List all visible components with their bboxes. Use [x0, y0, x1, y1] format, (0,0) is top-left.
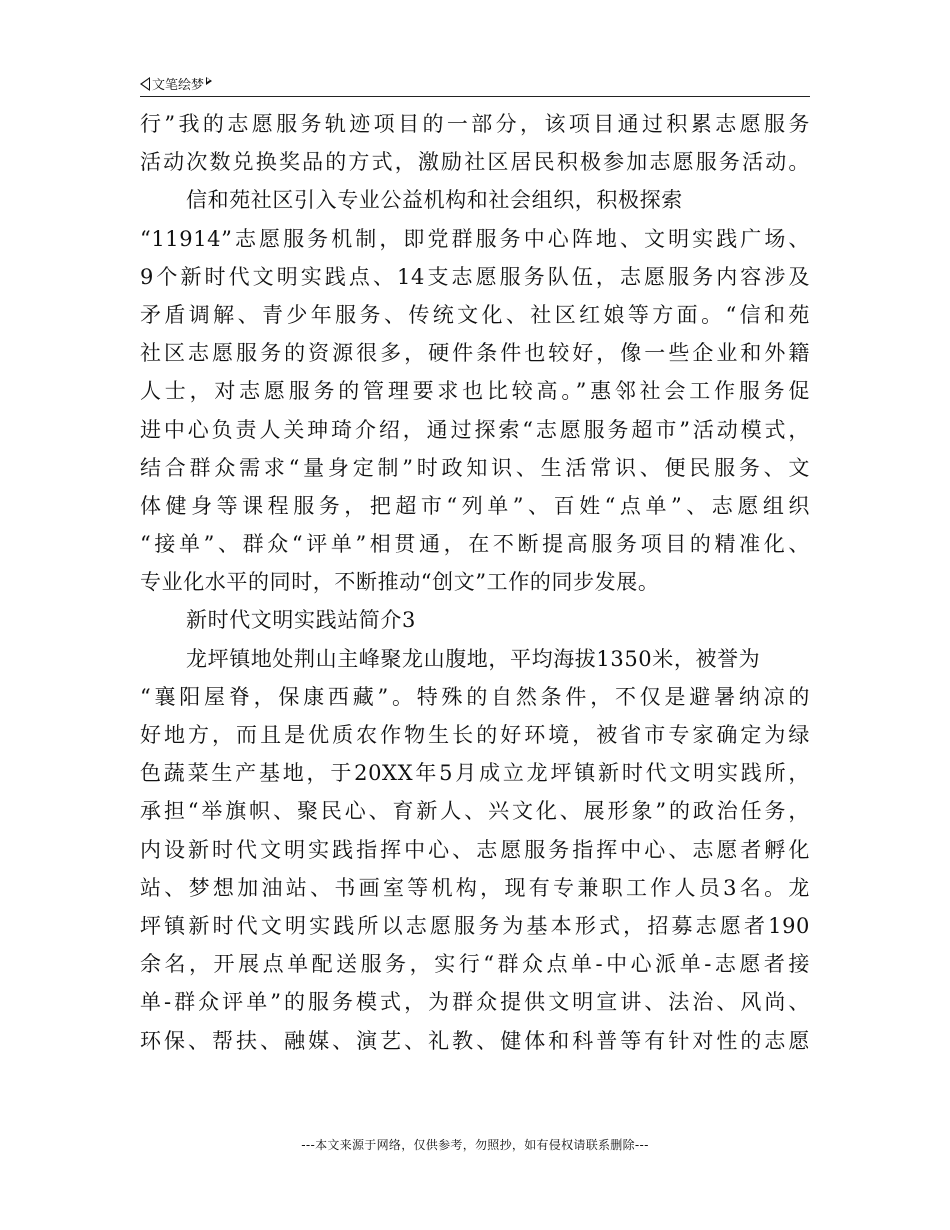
text-line: “襄阳屋脊，保康西藏”。特殊的自然条件，不仅是避暑纳凉的: [140, 684, 810, 709]
header-brand: [140, 74, 212, 93]
text-line: 龙坪镇地处荆山主峰聚龙山腹地，平均海拔1350米，被誉为: [186, 646, 761, 671]
brand-text: 文笔绘梦: [152, 78, 205, 93]
text-line: 体健身等课程服务，把超市“列单”、百姓“点单”、志愿组织: [140, 493, 810, 518]
text-line: “11914”志愿服务机制，即党群服务中心阵地、文明实践广场、: [140, 226, 810, 251]
text-line: 矛盾调解、青少年服务、传统文化、社区红娘等方面。“信和苑: [140, 302, 810, 327]
text-line: 环保、帮扶、融媒、演艺、礼教、健体和科普等有针对性的志愿: [140, 1028, 810, 1053]
footer-notice: ---本文来源于网络，仅供参考，勿照抄，如有侵权请联系删除---: [301, 1138, 649, 1152]
triangle-right-icon: [206, 77, 212, 85]
text-line: 单-群众评单”的服务模式，为群众提供文明宣讲、法治、风尚、: [140, 990, 810, 1015]
text-line: 社区志愿服务的资源很多，硬件条件也较好，像一些企业和外籍: [140, 341, 810, 366]
text-line: 好地方，而且是优质农作物生长的好环境，被省市专家确定为绿: [140, 723, 810, 747]
triangle-left-icon: [140, 77, 150, 91]
text-line: 9个新时代文明实践点、14支志愿服务队伍，志愿服务内容涉及: [140, 264, 810, 289]
text-line: 进中心负责人关珅琦介绍，通过探索“志愿服务超市”活动模式，: [140, 417, 810, 442]
text-line: 信和苑社区引入专业公益机构和社会组织，积极探索: [186, 188, 683, 213]
text-line: 行”我的志愿服务轨迹项目的一部分，该项目通过积累志愿服务: [140, 112, 810, 136]
text-line: 结合群众需求“量身定制”时政知识、生活常识、便民服务、文: [140, 455, 810, 480]
text-line: 余名，开展点单配送服务，实行“群众点单-中心派单-志愿者接: [140, 952, 810, 977]
text-line: 承担“举旗帜、聚民心、育新人、兴文化、展形象”的政治任务，: [140, 799, 810, 824]
text-line: “接单”、群众“评单”相贯通，在不断提高服务项目的精准化、: [140, 532, 810, 557]
text-line: 人士，对志愿服务的管理要求也比较高。”惠邻社会工作服务促: [140, 379, 810, 404]
text-line: 坪镇新时代文明实践所以志愿服务为基本形式，招募志愿者190: [140, 913, 810, 938]
text-line: 色蔬菜生产基地，于20XX年5月成立龙坪镇新时代文明实践所，: [140, 761, 810, 786]
document-body: [140, 105, 810, 1060]
text-line: 站、梦想加油站、书画室等机构，现有专兼职工作人员3名。龙: [140, 875, 810, 900]
text-line: 专业化水平的同时，不断推动“创文”工作的同步发展。: [140, 570, 660, 595]
text-line: 活动次数兑换奖品的方式，激励社区居民积极参加志愿服务活动。: [140, 150, 810, 175]
page-header: [140, 72, 810, 97]
text-line: 内设新时代文明实践指挥中心、志愿服务指挥中心、志愿者孵化: [140, 837, 810, 862]
section-heading: 新时代文明实践站简介3: [186, 608, 416, 633]
